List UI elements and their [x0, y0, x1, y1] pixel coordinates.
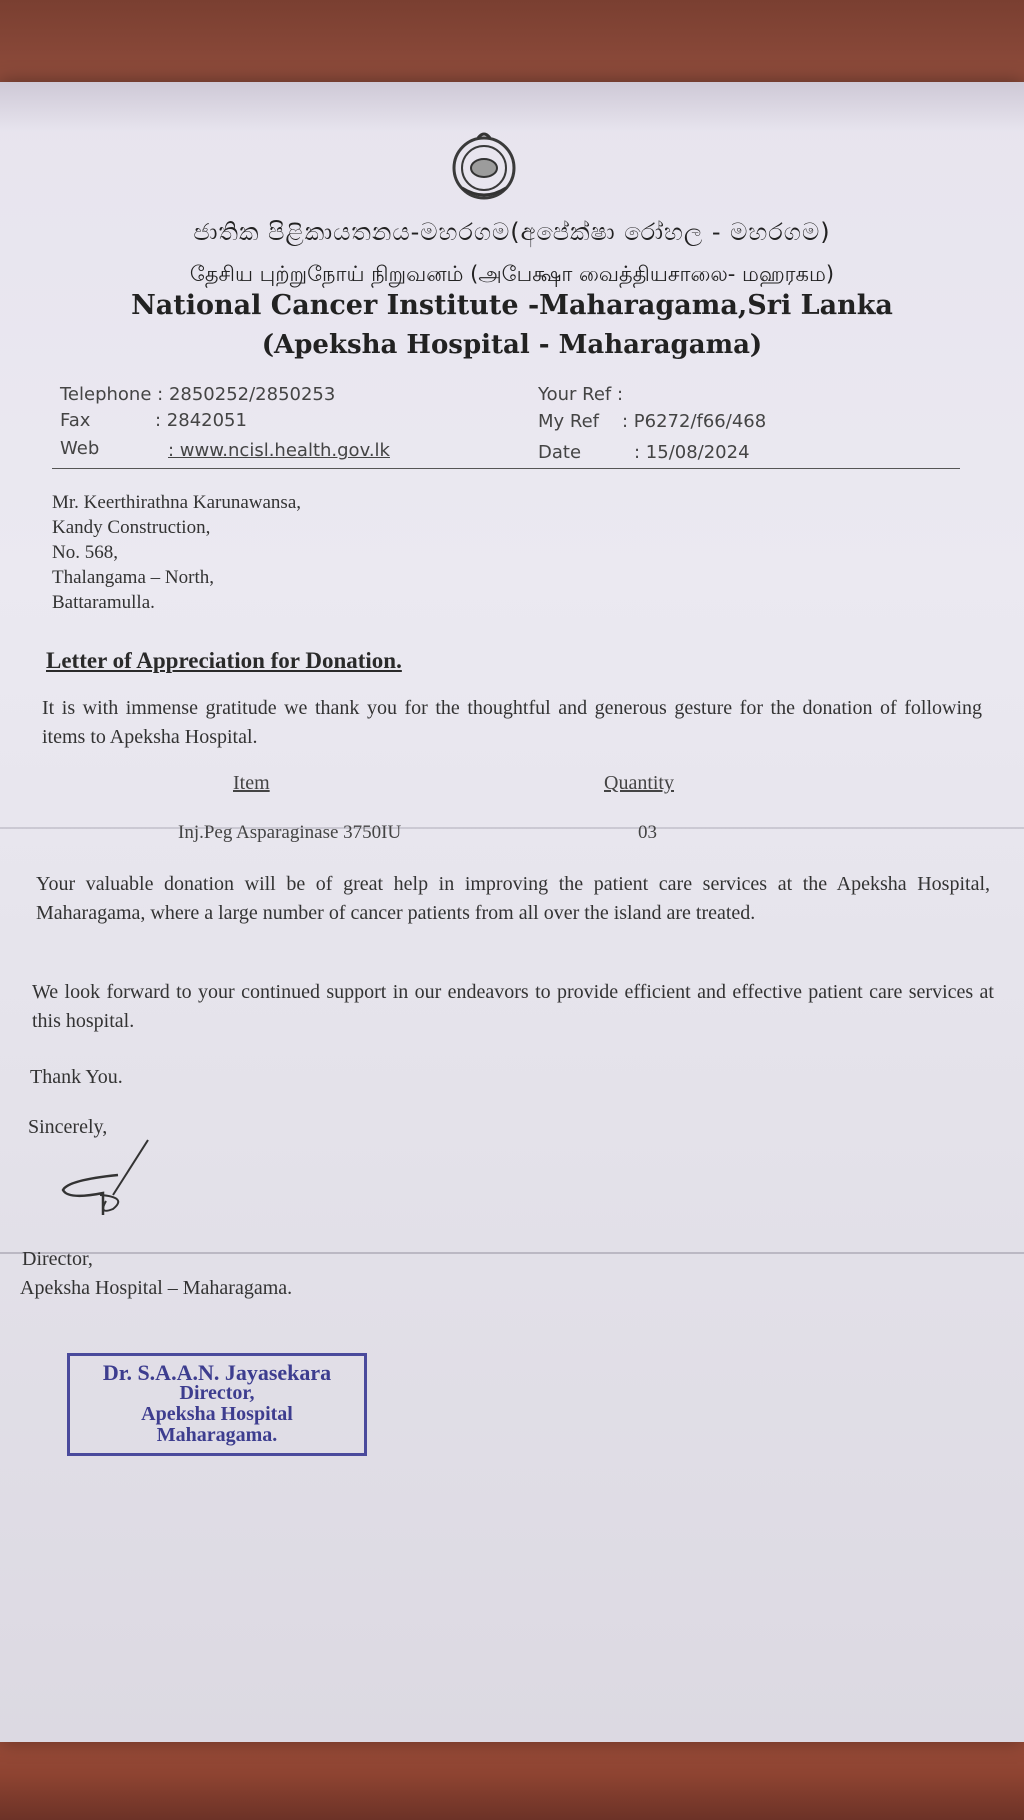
- fax-row: [60, 410, 90, 431]
- letterhead-tamil: தேசிய புற்றுநோய் நிறுவனம் (அபேக்ஷா வைத்தியசாலை- மஹரகம): [189, 262, 835, 286]
- body-paragraph-2: We look forward to your continued support in our endeavors to provide efficient and effective patient care services at this hospital.: [32, 981, 994, 1032]
- paper-fold: [0, 827, 1024, 829]
- quantity-column-header: Quantity: [604, 772, 674, 794]
- web-label: Web: [60, 438, 100, 459]
- intro-paragraph: It is with immense gratitude we thank you for the thoughtful and generous gesture for the donation of following items to Apeksha Hospital.: [42, 697, 982, 748]
- signature-icon: [58, 1135, 158, 1215]
- address-line: Mr. Keerthirathna Karunawansa,: [52, 492, 302, 513]
- signoff-line: Sincerely,: [28, 1116, 108, 1138]
- telephone-label: Telephone: [60, 384, 152, 405]
- signatory-title: Director,: [22, 1248, 93, 1270]
- fax-label: Fax: [60, 410, 91, 431]
- your-ref-value: :: [617, 384, 624, 405]
- address-line: Battaramulla.: [52, 592, 155, 613]
- signatory-org: Apeksha Hospital – Maharagama.: [20, 1277, 293, 1299]
- letterhead-english-subline: (Apeksha Hospital - Maharagama): [261, 330, 763, 360]
- header-divider: [52, 468, 960, 469]
- letterhead-sinhala: ජාතික පිළිකායතනය-මහරගම(අපේක්ෂා රෝහල - මහරගම): [193, 218, 831, 246]
- web-link[interactable]: : www.ncisl.health.gov.lk: [168, 440, 390, 461]
- item-column-header: Item: [233, 772, 270, 794]
- fax-value: : 2842051: [155, 410, 247, 431]
- closing-line: Thank You.: [30, 1066, 123, 1088]
- item-cell: Inj.Peg Asparaginase 3750IU: [178, 822, 402, 843]
- director-stamp: [67, 1353, 367, 1456]
- sri-lanka-emblem-icon: [448, 130, 520, 202]
- letterhead-english: National Cancer Institute -Maharagama,Sri Lanka: [131, 290, 893, 321]
- date-value: : 15/08/2024: [634, 442, 750, 463]
- your-ref-label: Your Ref: [538, 384, 612, 405]
- date-label: Date: [538, 442, 582, 463]
- address-line: No. 568,: [52, 542, 118, 563]
- your-ref-row: [538, 384, 623, 405]
- quantity-cell: 03: [638, 822, 657, 843]
- my-ref-label: My Ref: [538, 411, 600, 432]
- stamp-name: Dr. S.A.A.N. Jayasekara: [102, 1360, 332, 1385]
- stamp-title: Director,: [179, 1382, 255, 1404]
- stamp-org: Apeksha Hospital: [141, 1403, 293, 1425]
- paper-fold: [0, 1252, 1024, 1254]
- body-paragraph-1: Your valuable donation will be of great help in improving the patient care services at the Apeksha Hospital, Maharagama, where a large number of cancer patients from all over the island are treated.: [36, 873, 990, 924]
- telephone-value: : 2850252/2850253: [157, 384, 336, 405]
- telephone-row: [60, 384, 335, 405]
- letter-subject: Letter of Appreciation for Donation.: [46, 648, 402, 673]
- my-ref-value: : P6272/f66/468: [622, 411, 767, 432]
- address-line: Thalangama – North,: [52, 567, 214, 588]
- address-line: Kandy Construction,: [52, 517, 211, 538]
- recipient-address: [52, 490, 301, 615]
- stamp-place: Maharagama.: [156, 1424, 278, 1446]
